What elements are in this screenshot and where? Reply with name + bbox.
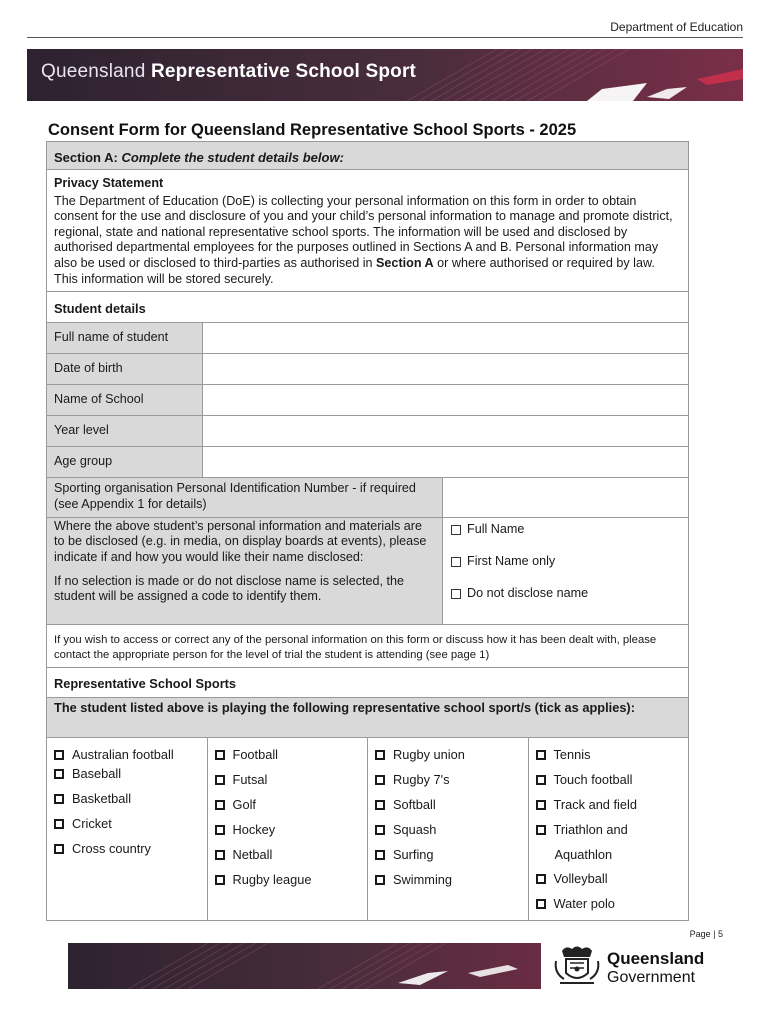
field-row-sporting-pin — [47, 478, 688, 518]
disclosure-text-2: If no selection is made or do not disclose name is selected, the student will be assigned a code to identify them. — [54, 573, 405, 603]
sports-column-4 — [529, 738, 689, 920]
access-note: If you wish to access or correct any of the personal information on this form or discuss how it has been dealt with, please contact the appropriate person for the level of trial the student is attending (see page 1) — [47, 625, 688, 668]
sport-option[interactable] — [536, 747, 689, 772]
sport-label: Baseball — [72, 766, 122, 782]
option-label: Full Name — [467, 522, 525, 537]
sport-checkbox[interactable] — [375, 850, 385, 860]
sport-option[interactable] — [375, 822, 528, 847]
option-label: Do not disclose name — [467, 586, 589, 601]
sport-label: Futsal — [232, 772, 268, 788]
field-label: Year level — [47, 416, 203, 446]
school-name-input[interactable] — [203, 385, 688, 415]
sports-column-1 — [47, 738, 208, 920]
sport-option[interactable] — [54, 747, 207, 766]
sport-label: Rugby 7's — [393, 772, 450, 788]
sports-column-2 — [208, 738, 369, 920]
sporting-pin-input[interactable] — [443, 478, 688, 517]
option-full-name[interactable] — [451, 522, 680, 554]
sport-checkbox[interactable] — [215, 800, 225, 810]
queensland-government-logo — [552, 943, 712, 991]
footer-banner — [68, 943, 541, 989]
sport-option[interactable] — [54, 816, 207, 841]
sport-option[interactable] — [54, 791, 207, 816]
option-do-not-disclose[interactable] — [451, 586, 680, 618]
sport-checkbox[interactable] — [536, 750, 546, 760]
header-rule — [27, 37, 743, 38]
sport-label: Netball — [232, 847, 273, 863]
sport-option[interactable] — [54, 766, 207, 791]
sport-checkbox[interactable] — [375, 825, 385, 835]
field-row-age-group — [47, 447, 688, 478]
sport-checkbox[interactable] — [54, 769, 64, 779]
sport-option[interactable] — [536, 822, 689, 847]
sport-option[interactable] — [375, 747, 528, 772]
full-name-input[interactable] — [203, 323, 688, 353]
sport-label: Aquathlon — [554, 847, 613, 863]
disclosure-instructions — [47, 518, 443, 624]
field-label: Date of birth — [47, 354, 203, 384]
sport-checkbox[interactable] — [215, 875, 225, 885]
crest-icon — [552, 943, 602, 989]
checkbox-full-name[interactable] — [451, 525, 461, 535]
sport-checkbox[interactable] — [54, 794, 64, 804]
sport-option[interactable] — [375, 797, 528, 822]
sport-option[interactable] — [215, 772, 368, 797]
representative-sports-subheading: The student listed above is playing the following representative school sport/s (tick as applies): — [47, 698, 688, 738]
sport-checkbox[interactable] — [536, 775, 546, 785]
banner-title — [41, 61, 416, 83]
sport-label: Volleyball — [553, 871, 608, 887]
section-a-prefix: Section A: — [54, 150, 118, 165]
sport-option[interactable] — [215, 797, 368, 822]
sport-checkbox[interactable] — [54, 844, 64, 854]
sport-option[interactable] — [375, 772, 528, 797]
consent-form-table — [46, 141, 689, 921]
sport-label: Tennis — [553, 747, 591, 763]
field-row-year-level — [47, 416, 688, 447]
section-a-header — [47, 142, 688, 170]
logo-name: Queensland — [607, 949, 705, 968]
sport-option[interactable] — [215, 822, 368, 847]
field-row-dob — [47, 354, 688, 385]
sport-label: Surfing — [393, 847, 434, 863]
privacy-text — [54, 194, 681, 288]
name-disclosure-row — [47, 518, 688, 625]
date-of-birth-input[interactable] — [203, 354, 688, 384]
sporting-pin-label: Sporting organisation Personal Identification Number - if required (see Appendix 1 for details) — [47, 478, 443, 517]
header-banner — [27, 49, 743, 101]
field-label: Name of School — [47, 385, 203, 415]
checkbox-do-not-disclose[interactable] — [451, 589, 461, 599]
sport-label: Rugby league — [232, 872, 312, 888]
sport-option[interactable] — [375, 872, 528, 897]
field-label: Full name of student — [47, 323, 203, 353]
sport-option[interactable] — [215, 872, 368, 897]
sport-checkbox[interactable] — [215, 775, 225, 785]
year-level-input[interactable] — [203, 416, 688, 446]
sport-checkbox[interactable] — [536, 825, 546, 835]
privacy-statement — [47, 170, 688, 292]
sport-checkbox[interactable] — [215, 825, 225, 835]
sport-option[interactable] — [536, 797, 689, 822]
form-title: Consent Form for Queensland Representative School Sports - 2025 — [48, 121, 577, 139]
sport-label: Softball — [393, 797, 436, 813]
sport-label: Track and field — [553, 797, 637, 813]
logo-subtitle: Government — [607, 969, 696, 986]
student-details-heading: Student details — [47, 292, 688, 323]
sport-checkbox[interactable] — [536, 800, 546, 810]
sport-label: Cross country — [72, 841, 151, 857]
sport-option[interactable] — [536, 896, 689, 921]
sport-label: Squash — [393, 822, 437, 838]
banner-title-bold: Representative School Sport — [150, 61, 417, 82]
sport-checkbox[interactable] — [536, 874, 546, 884]
sport-option[interactable] — [536, 772, 689, 797]
sport-label: Football — [232, 747, 279, 763]
sport-label: Water polo — [553, 896, 615, 912]
sport-label: Basketball — [72, 791, 132, 807]
option-label: First Name only — [467, 554, 556, 569]
sport-option[interactable] — [215, 747, 368, 772]
sport-checkbox[interactable] — [54, 819, 64, 829]
sport-option[interactable] — [54, 841, 207, 866]
section-a-instruction: Complete the student details below: — [121, 150, 344, 165]
privacy-text-part1: The Department of Education (DoE) is collecting your personal information on this form in order to obtain consent for the use and disclosure of you and your child’s personal information to manage and promote district, regional, state and national representative school sports. The information will be used and disclosed by authorised departmental employees for the purposes outlined in Sections A and B. Personal information may also be used or disclosed to third-parties as authorised in — [54, 193, 673, 270]
age-group-input[interactable] — [203, 447, 688, 477]
footer-stripes-graphic — [68, 943, 541, 989]
sport-label: Australian football — [72, 747, 174, 763]
field-row-school — [47, 385, 688, 416]
option-first-name-only[interactable] — [451, 554, 680, 586]
sport-checkbox[interactable] — [375, 875, 385, 885]
field-label: Age group — [47, 447, 203, 477]
sport-label: Touch football — [553, 772, 633, 788]
sport-label: Rugby union — [393, 747, 465, 763]
representative-sports-heading: Representative School Sports — [47, 668, 688, 698]
sport-checkbox[interactable] — [536, 899, 546, 909]
sport-label: Cricket — [72, 816, 112, 832]
disclosure-text-1: Where the above student’s personal information and materials are to be disclosed (e.g. in media, on display boards at events), please indicate if and how you would like their name disclosed: — [54, 519, 427, 564]
checkbox-first-name-only[interactable] — [451, 557, 461, 567]
field-row-full-name — [47, 323, 688, 354]
sport-label: Golf — [232, 797, 256, 813]
sport-label: Swimming — [393, 872, 453, 888]
privacy-text-bold: Section A — [376, 255, 434, 270]
sport-option[interactable] — [215, 847, 368, 872]
sport-checkbox[interactable] — [215, 850, 225, 860]
sport-checkbox[interactable] — [375, 775, 385, 785]
page-number: Page | 5 — [689, 929, 723, 939]
privacy-text-part2: or where authorised or required by law. This information will be stored securely. — [54, 255, 655, 286]
sport-option-continued — [536, 847, 689, 871]
sport-label: Hockey — [232, 822, 276, 838]
sport-label: Triathlon and — [553, 822, 628, 838]
privacy-heading: Privacy Statement — [54, 176, 164, 190]
sport-option[interactable] — [375, 847, 528, 872]
department-label: Department of Education — [610, 20, 743, 34]
sport-checkbox[interactable] — [375, 750, 385, 760]
sport-checkbox[interactable] — [54, 750, 64, 760]
disclosure-options — [443, 518, 688, 624]
sport-option[interactable] — [536, 871, 689, 896]
sport-checkbox[interactable] — [215, 750, 225, 760]
sport-checkbox[interactable] — [375, 800, 385, 810]
banner-title-light: Queensland — [41, 61, 146, 82]
sports-checklist — [47, 738, 688, 920]
sports-column-3 — [368, 738, 529, 920]
